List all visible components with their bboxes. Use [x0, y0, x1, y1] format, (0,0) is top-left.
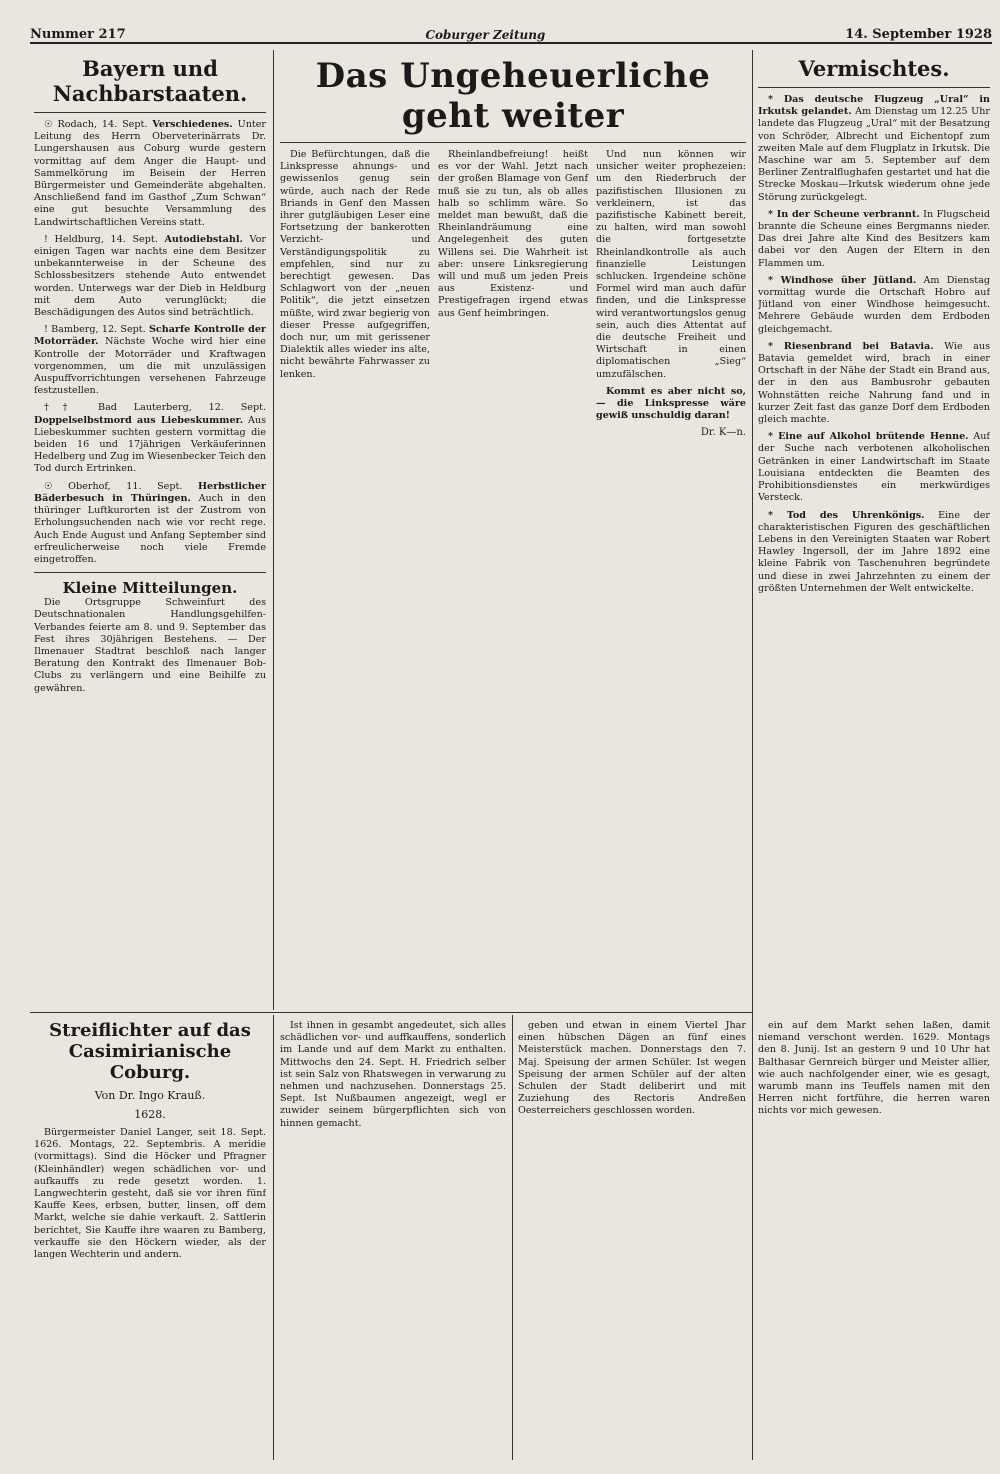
- center-columns: [280, 149, 746, 442]
- center-col3: Und nun können wir unsicher weiter prophezeien: um den Riederbruch der pazifistischen Illusionen zu verkleinern, ist das pazifistische Kabinett bereit, zu halten, wird man sowohl die fortgesetzte Rheinlandkontrolle als auch finanzielle Leistungen schlucken. Irgendeine schöne Formel wird man auch dafür finden, und die Linkspresse wird verantwortungslos genug sein, auch dies Attentat auf die deutsche Freiheit und Wirtschaft in einen diplomatischen „Sieg“ umzufälschen.: [596, 149, 746, 380]
- left-item: [34, 481, 266, 566]
- item-head: * Eine auf Alkohol brütende Henne.: [768, 431, 969, 443]
- bottom-col-3: [518, 1020, 746, 1460]
- left-item: [34, 119, 266, 229]
- bottom-author: Von Dr. Ingo Krauß.: [94, 1089, 206, 1102]
- column-rule: [512, 1015, 513, 1460]
- bottom-text-2: Ist ihnen in gesambt angedeutet, sich alles schädlichen vor- und auffkauffens, sonderlich im Lande und auf dem Markt zu enthalten. Mittwochs den 24. Sept. H. Friedrich selber ist sein Salz von Rhatswegen in verwarung zu nehmen und nachzusehen. Donnerstags 25. Sept. Ist Nußbaumen angezeigt, wegl er zuwider seinem bürgerpflichten sich von hinnen gemacht.: [280, 1020, 506, 1129]
- center-col2: Rheinlandbefreiung! heißt es vor der Wahl. Jetzt nach der großen Blamage von Genf muß sie zu tun, als ob alles halb so schlimm wäre. So meldet man bewußt, daß die Rheinlandräumung eine Angelegenheit des guten Willens sei. Die Wahrheit ist aber: unsere Linksregierung will und muß um jeden Preis aus Existenz- und Prestigefragen irgend etwas aus Genf heimbringen.: [438, 149, 588, 319]
- item-head: Scharfe Kontrolle der Motorräder.: [34, 324, 266, 348]
- item-text: Unter Leitung des Herrn Oberveterinärrats Dr. Lungershausen aus Coburg wurde gestern vormittag auf dem Anger die Haupt- und Sammelkörung im Beisein der Herren Bürgermeister und Gemeinderäte abgehalten. Anschließend fand im Gasthof „Zum Schwan“ eine gut besuchte Versammlung des Landwirtschaftlichen Vereins statt.: [34, 119, 266, 228]
- right-item: [758, 341, 990, 426]
- left-item: [34, 234, 266, 319]
- item-place: ☉ Oberhof, 11. Sept.: [44, 480, 183, 492]
- author-signature: Dr. K—n.: [700, 427, 746, 439]
- item-head: Verschiedenes.: [152, 119, 233, 130]
- item-head: * In der Scheune verbrannt.: [768, 208, 920, 220]
- item-text: In Flugscheid brannte die Scheune eines Bergmanns nieder. Das drei Jahre alte Kind des Besitzers kam dabei vor den Augen der Eltern in den Flammen um.: [758, 208, 990, 269]
- section-title-bayern: Bayern und Nachbarstaaten.: [52, 56, 248, 106]
- item-text: Wie aus Batavia gemeldet wird, brach in einer Ortschaft in der Nähe der Stadt ein Brand aus, der in den aus Bambusrohr gebauten Wohnstätten reiche Nahrung fand und in kurzer Zeit fast das ganze Dorf dem Erdboden gleich machte.: [758, 340, 990, 426]
- bottom-col-2: [280, 1020, 506, 1460]
- right-item: [758, 275, 990, 336]
- center-article: [280, 56, 746, 1006]
- item-place: ! Bamberg, 12. Sept.: [44, 324, 146, 336]
- center-col1: Die Befürchtungen, daß die Linkspresse ahnungs- und gewissenlos genug sein würde, auch nach der Rede Briands in Genf den Massen ihrer gutgläubigen Leser eine Fortsetzung der bankerotten Verzicht- und Verständigungspolitik zu empfehlen, sind nur zu berechtigt gewesen. Das Schlagwort von der „neuen Politik“, die jetzt einsetzen müßte, wird zwar begierig von dieser Presse aufgegriffen, doch nur, um mit gerissener Dialektik alles wieder ins alte, nicht bewährte Fahrwasser zu lenken.: [280, 149, 430, 380]
- left-column: [34, 56, 266, 1006]
- right-item: [758, 209, 990, 270]
- item-text: Eine der charakteristischen Figuren des geschäftlichen Lebens in den Vereinigten Staaten war Robert Hawley Ingersoll, der im Jahre 1892 eine kleine Fabrik von Taschenuhren begründete und diese in zwei Jahrzehnten zu einem der größten Unternehmen der Welt entwickelte.: [758, 509, 990, 594]
- issue-number: Nummer 217: [30, 27, 126, 42]
- bottom-headline-1: Streiflichter auf das: [49, 1020, 251, 1041]
- bottom-year: 1628.: [134, 1108, 166, 1121]
- paper-title: Coburger Zeitung: [425, 28, 546, 42]
- item-place: ! Heldburg, 14. Sept.: [44, 233, 158, 245]
- masthead: [30, 18, 992, 44]
- issue-date: 14. September 1928: [845, 27, 992, 42]
- bottom-text-4: ein auf dem Markt sehen laßen, damit niemand verschont werden. 1629. Montags den 8. Junij. Ist an gestern 9 und 10 Uhr hat Balthasar Gernreich bürger und Meister allier, wie auch nachfolgender einer, wie es gesagt, warumb mann ins Teuffels namen mit den Herren nicht fortführe, die herren waren nichts vor mich gewesen.: [758, 1020, 990, 1117]
- center-closing: Kommt es aber nicht so, — die Linkspresse wäre gewiß unschuldig daran!: [596, 385, 746, 422]
- left-item: [34, 402, 266, 475]
- main-headline: Das Ungeheuerliche geht weiter: [315, 56, 711, 136]
- left-item: [34, 324, 266, 397]
- bottom-text-3: geben und etwan in einem Viertel Jhar einen hübschen Dägen an fünf eines Meisterstück machen. Donnerstags den 7. Maj. Speisung der armen Schüler. Ist wegen Speisung der armen Schüler auf der alten Schulen der Stadt deliberirt und mit Zuziehung des Rectoris Andreßen Oesterreichers geschlossen worden.: [518, 1020, 746, 1117]
- column-rule: [752, 50, 753, 1460]
- item-text: Auch in den thüringer Luftkurorten ist der Zustrom von Erholungsuchenden nach wie vor recht rege. Auch Ende August und Anfang September sind erfreulicherweise noch viele Fremde eingetroffen.: [34, 492, 266, 565]
- item-text: Am Dienstag um 12.25 Uhr landete das Flugzeug „Ural“ mit der Besatzung von Schröder, Albrecht und Eichentopf zum zweiten Male auf dem Flugplatz in Irkutsk. Die Maschine war am 5. September auf dem Berliner Zentralflughafen gestartet und hat die Strecke Moskau—Irkutsk wiederum ohne jede Störung zurückgelegt.: [758, 106, 990, 203]
- item-head: * Tod des Uhrenkönigs.: [768, 509, 925, 521]
- item-place: ☉ Rodach, 14. Sept.: [44, 119, 148, 130]
- bottom-headline-2: Casimirianische Coburg.: [68, 1041, 232, 1083]
- item-head: Doppelselbstmord aus Liebeskummer.: [34, 414, 244, 426]
- right-item: [758, 431, 990, 504]
- bottom-text-1: Bürgermeister Daniel Langer, seit 18. Sept. 1626. Montags, 22. Septembris. A meridie (vormittags). Sind die Höcker und Pfragner (Kleinhändler) wegen schädlichen vor- und aufkauffs zu rede gesetzt worden. 1. Langwechterin gesteht, daß sie vor ihren fünf Kauffe Kees, erbsen, butter, linsen, off dem Markt, welche sie dahie verkauft. 2. Sattlerin berichtet, Sie Kauffe ihre waaren zu Bamberg, verkauffe sie den Höckern wieder, als der langen Wechterin und andern.: [34, 1127, 266, 1261]
- section-rule: [30, 1012, 752, 1013]
- column-rule: [273, 1015, 274, 1460]
- right-item: [758, 94, 990, 204]
- item-head: Autodiebstahl.: [164, 233, 243, 245]
- item-head: * Windhose über Jütland.: [768, 274, 917, 286]
- item-place: †† Bad Lauterberg, 12. Sept.: [44, 402, 266, 414]
- item-text: Vor einigen Tagen war nachts eine dem Besitzer unbekannterweise in der Scheune des Schlossbesitzers stehende Auto entwendet worden. Unterwegs war der Dieb in Heldburg mit dem Auto verunglückt; die Beschädigungen des Autos sind beträchtlich.: [34, 233, 266, 319]
- item-text: Nächste Woche wird hier eine Kontrolle der Motorräder und Kraftwagen vorgenommen, um die mit unzulässigen Auspuffvorrichtungen versehenen Fahrzeuge festzustellen.: [34, 336, 266, 397]
- column-rule: [273, 50, 274, 1010]
- right-item: [758, 510, 990, 595]
- item-head: * Riesenbrand bei Batavia.: [768, 340, 934, 352]
- section-title-kleine: Kleine Mitteilungen.: [62, 579, 238, 598]
- item-text: Auf der Suche nach verbotenen alkoholischen Getränken in einer Landwirtschaft im Staate Louisiana entdeckten die Beamten des Prohibitionsdienstes ein merkwürdiges Versteck.: [758, 431, 990, 504]
- item-head: * Das deutsche Flugzeug „Ural“ in Irkutsk gelandet.: [758, 94, 990, 118]
- bottom-col-4: [758, 1020, 990, 1460]
- item-text: Am Dienstag vormittag wurde die Ortschaft Hobro auf Jütland von einer Windhose heimgesucht. Mehrere Gebäude wurden dem Erdboden gleichgemacht.: [758, 274, 990, 335]
- item-head: Herbstlicher Bäderbesuch in Thüringen.: [34, 480, 266, 504]
- kleine-text: Die Ortsgruppe Schweinfurt des Deutschnationalen Handlungsgehilfen-Verbandes feierte am 8. und 9. September das Fest ihres 30jährigen Bestehens. — Der Ilmenauer Stadtrat beschloß nach langer Beratung den Kontrakt des Ilmenauer Bob-Clubs zu verlängern und eine Beihilfe zu gewähren.: [34, 597, 266, 694]
- item-text: Aus Liebeskummer suchten gestern vormittag die beiden 16 und 17jährigen Verkäuferinnen Hedelberg und Zug im Wiesenbecker Teich den Tod durch Ertrinken.: [34, 414, 266, 475]
- bottom-col-1: [34, 1020, 266, 1460]
- section-title-vermischtes: Vermischtes.: [798, 56, 950, 81]
